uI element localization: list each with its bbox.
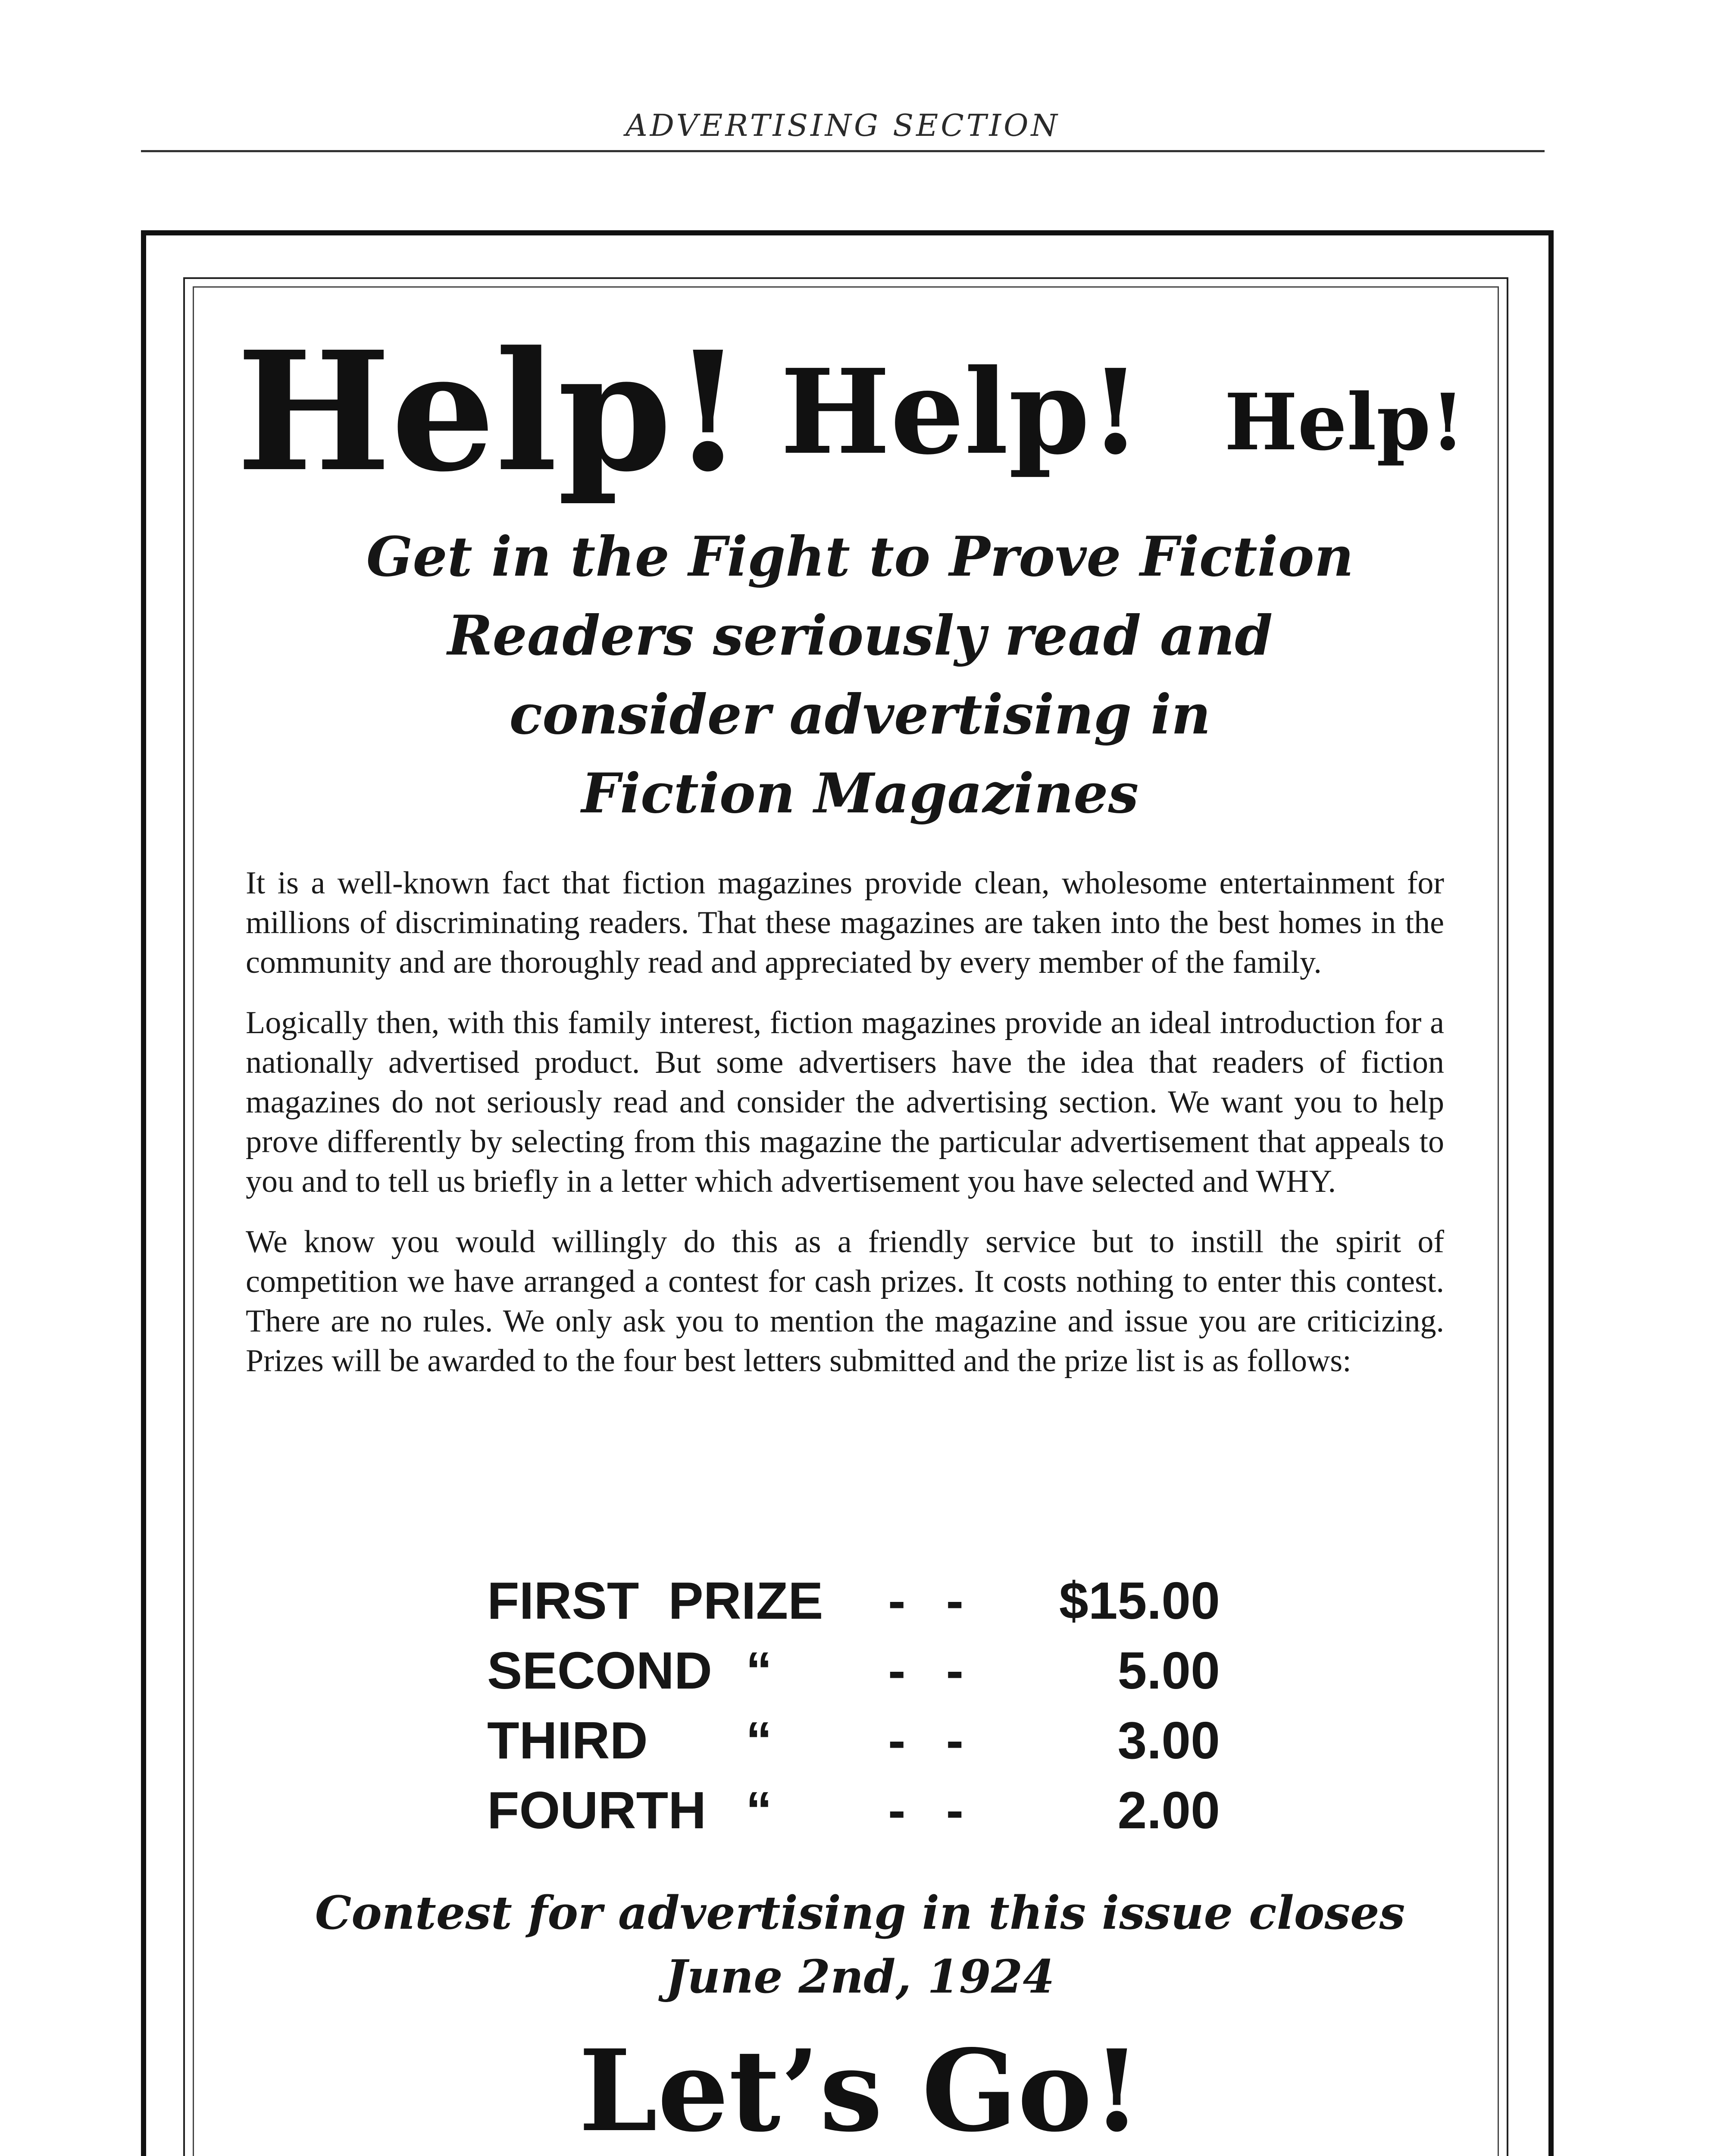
subheadline-line: Fiction Magazines: [581, 761, 1139, 825]
prize-row: [487, 1570, 1220, 1640]
subheadline-line: Readers seriously read and: [447, 604, 1273, 667]
prize-place: THIRD: [487, 1711, 648, 1770]
prize-row: [487, 1710, 1220, 1780]
prize-amount: 3.00: [1117, 1711, 1220, 1770]
prize-row: [487, 1640, 1220, 1710]
contest-deadline: [216, 1881, 1504, 2009]
prize-dashes: - -: [888, 1641, 977, 1700]
body-paragraph: It is a well-known fact that fiction magazines provide clean, wholesome entertainment for millions of discriminating readers. That these magazines are taken into the best homes in the community and are thoroughly read and appreciated by every member of the family.: [246, 865, 1444, 980]
contest-deadline-date: June 2nd, 1924: [665, 1949, 1055, 2003]
prize-amount: $15.00: [1059, 1571, 1220, 1630]
running-head: ADVERTISING SECTION: [626, 108, 1060, 143]
prize-dashes: - -: [888, 1571, 977, 1630]
subheadline: [216, 517, 1504, 833]
prize-place: FOURTH: [487, 1781, 707, 1839]
headline-help-large: Help!: [236, 315, 744, 508]
prize-ditto-mark: “: [746, 1641, 772, 1700]
prize-amount: 5.00: [1117, 1641, 1220, 1700]
prize-dashes: - -: [888, 1781, 977, 1839]
prize-dashes: - -: [888, 1711, 977, 1770]
call-to-action: Let’s Go!: [579, 2025, 1142, 2156]
prize-list: [487, 1570, 1220, 1850]
prize-ditto-mark: “: [746, 1711, 772, 1770]
subheadline-line: Get in the Fight to Prove Fiction: [366, 525, 1354, 589]
contest-deadline-line: Contest for advertising in this issue closes: [315, 1886, 1405, 1940]
prize-place: SECOND: [487, 1641, 712, 1700]
prize-place: FIRST PRIZE: [487, 1571, 823, 1630]
subheadline-line: consider advertising in: [509, 683, 1211, 746]
prize-amount: 2.00: [1117, 1781, 1220, 1839]
headline-help-small: Help!: [1224, 377, 1465, 468]
body-paragraph: Logically then, with this family interest, fiction magazines provide an ideal introduction for a nationally advertised product. But some advertisers have the idea that readers of fiction magazines do not seriously read and consider the advertising section. We want you to help prove differently by selecting from this magazine the particular advertisement that appeals to you and to tell us briefly in a letter which advertisement you have selected and WHY.: [246, 1005, 1444, 1199]
body-paragraph: We know you would willingly do this as a friendly service but to instill the spirit of competition we have arranged a contest for cash prizes. It costs nothing to enter this contest. There are no rules. We only ask you to mention the magazine and issue you are criticizing. Prizes will be awarded to the four best letters submitted and the prize list is as follows:: [246, 1224, 1444, 1379]
body-copy: [246, 863, 1444, 1401]
prize-row: [487, 1780, 1220, 1850]
prize-ditto-mark: “: [746, 1781, 772, 1839]
headline-help-medium: Help!: [780, 343, 1141, 480]
header-rule: [141, 150, 1545, 152]
